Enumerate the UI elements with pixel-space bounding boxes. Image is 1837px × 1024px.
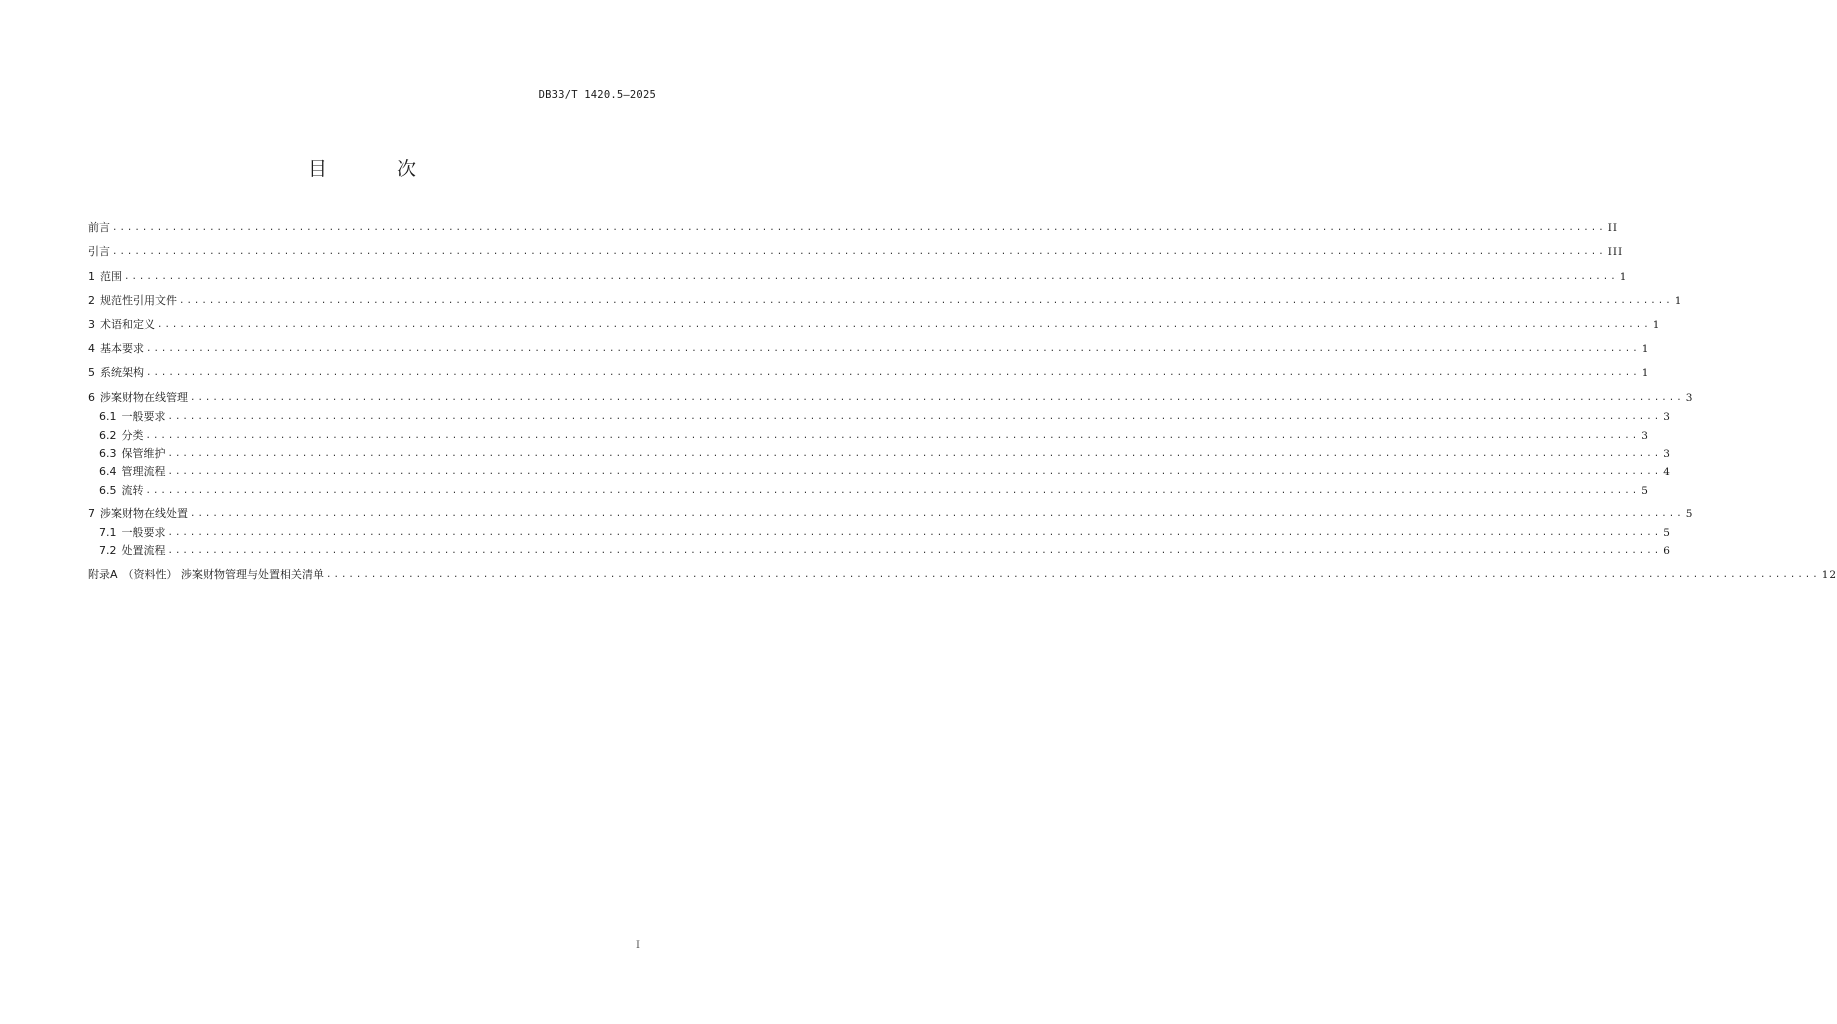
- toc-entry-page: 3: [1663, 411, 1671, 423]
- toc-entry[interactable]: [88, 505, 1694, 523]
- toc-leader-dots: ........................................................................................................................................................................................................: [190, 393, 1684, 403]
- toc-entry[interactable]: [99, 427, 1649, 445]
- toc-leader-dots: ........................................................................................................................................................................................................: [179, 296, 1673, 306]
- toc-leader-dots: ........................................................................................................................................................................................................: [167, 449, 1662, 459]
- toc-leader-dots: ........................................................................................................................................................................................................: [190, 509, 1684, 519]
- toc-entry-text: 基本要求: [100, 342, 144, 355]
- toc-entry-text: 系统架构: [100, 366, 144, 379]
- toc-entry-number: 5: [88, 366, 95, 379]
- toc-entry-page: 1: [1619, 271, 1628, 283]
- toc-leader-dots: ........................................................................................................................................................................................................: [145, 431, 1640, 441]
- toc-entry-label: [88, 243, 112, 261]
- toc-entry-text: 术语和定义: [100, 318, 155, 331]
- toc-leader-dots: ........................................................................................................................................................................................................: [145, 486, 1640, 496]
- toc-leader-dots: ........................................................................................................................................................................................................: [146, 368, 1640, 378]
- toc-leader-dots: ........................................................................................................................................................................................................: [112, 223, 1606, 233]
- toc-entry[interactable]: [99, 463, 1671, 481]
- toc-entry-label: [88, 219, 112, 237]
- toc-entry-number: 7.1: [99, 526, 117, 539]
- toc-entry-text: 范围: [100, 270, 122, 283]
- toc-entry-page: 4: [1663, 466, 1671, 478]
- document-code: DB33/T 1420.5—2025: [538, 89, 656, 101]
- toc-entry-text: 涉案财物在线处置: [100, 507, 188, 520]
- toc-entry-text: 规范性引用文件: [100, 294, 177, 307]
- toc-leader-dots: ........................................................................................................................................................................................................: [167, 467, 1662, 477]
- toc-entry-text: 引言: [88, 245, 110, 258]
- toc-leader-dots: ........................................................................................................................................................................................................: [124, 272, 1618, 282]
- toc-entry-label: [99, 482, 146, 500]
- toc-entry-page: 1: [1641, 367, 1650, 379]
- toc-entry-text: 涉案财物在线管理: [100, 391, 188, 404]
- toc-entry-page: 6: [1663, 545, 1671, 557]
- toc-entry[interactable]: [88, 292, 1683, 310]
- toc-entry[interactable]: [99, 524, 1671, 542]
- toc-entry-number: 6.4: [99, 465, 117, 478]
- toc-entry[interactable]: [88, 243, 1624, 261]
- toc-entry[interactable]: [88, 219, 1618, 237]
- toc-entry-number: 3: [88, 318, 95, 331]
- toc-entry-number: 6.2: [99, 429, 117, 442]
- toc-entry-page: III: [1607, 246, 1624, 258]
- toc-entry-page: 1: [1641, 343, 1650, 355]
- toc-entry-label: [88, 389, 190, 407]
- toc-entry-number: 4: [88, 342, 95, 355]
- toc-entry-number: 6: [88, 391, 95, 404]
- toc-leader-dots: ........................................................................................................................................................................................................: [167, 412, 1662, 422]
- toc-entry-page: 3: [1663, 448, 1671, 460]
- toc-entry-page: 3: [1641, 430, 1649, 442]
- toc-entry-label: [99, 542, 168, 560]
- toc-entry[interactable]: [88, 340, 1650, 358]
- toc-entry-text: 处置流程: [121, 544, 166, 557]
- toc-entry-number: 2: [88, 294, 95, 307]
- toc-entry-text: 流转: [121, 484, 144, 497]
- toc-entry-number: 1: [88, 270, 95, 283]
- toc-entry-label: [99, 463, 168, 481]
- toc-entry-label: [99, 524, 168, 542]
- toc-entry-text: 一般要求: [121, 410, 166, 423]
- toc-entry-page: 5: [1685, 508, 1694, 520]
- toc-entry-number: 6.5: [99, 484, 117, 497]
- toc-entry-label: [88, 364, 146, 382]
- toc-entry[interactable]: [99, 542, 1671, 560]
- toc-leader-dots: ........................................................................................................................................................................................................: [167, 528, 1662, 538]
- toc-entry-page: 1: [1652, 319, 1661, 331]
- toc-entry-label: [88, 340, 146, 358]
- toc-title: 目 次: [307, 158, 449, 180]
- toc-entry[interactable]: [88, 389, 1694, 407]
- toc-entry-page: 12: [1821, 569, 1837, 581]
- toc-leader-dots: ........................................................................................................................................................................................................: [146, 344, 1640, 354]
- toc-entry-page: 5: [1663, 527, 1671, 539]
- toc-entry-number: 6.1: [99, 410, 117, 423]
- toc-entry[interactable]: [99, 445, 1671, 463]
- toc-entry-page: 5: [1641, 485, 1649, 497]
- toc-leader-dots: ........................................................................................................................................................................................................: [112, 247, 1606, 257]
- toc-entry-text: 前言: [88, 221, 110, 234]
- toc-entry-text: （资料性） 涉案财物管理与处置相关清单: [122, 568, 325, 581]
- toc-leader-dots: ........................................................................................................................................................................................................: [167, 546, 1662, 556]
- toc-entry-label: [99, 408, 168, 426]
- toc-leader-dots: ........................................................................................................................................................................................................: [157, 320, 1651, 330]
- toc-entry-label: [88, 292, 179, 310]
- toc-entry-text: 保管维护: [121, 447, 166, 460]
- toc-entry-label: [88, 268, 124, 286]
- toc-entry-label: [88, 505, 190, 523]
- toc-entry-label: [99, 427, 146, 445]
- toc-entry[interactable]: [88, 566, 1837, 584]
- toc-entry-text: 分类: [121, 429, 144, 442]
- page-number: I: [636, 940, 640, 951]
- toc-entry-label: [88, 316, 157, 334]
- toc-entry-page: II: [1607, 222, 1618, 234]
- toc-entry-page: 1: [1674, 295, 1683, 307]
- toc-entry[interactable]: [99, 482, 1649, 500]
- toc-entry-text: 管理流程: [121, 465, 166, 478]
- toc-entry-label: [99, 445, 168, 463]
- toc-entry-text: 一般要求: [121, 526, 166, 539]
- toc-entry[interactable]: [99, 408, 1671, 426]
- toc-entry-number: 7.2: [99, 544, 117, 557]
- toc-entry[interactable]: [88, 316, 1661, 334]
- toc-entry[interactable]: [88, 268, 1628, 286]
- toc-entry-number: 6.3: [99, 447, 117, 460]
- toc-entry-label: [88, 566, 326, 584]
- toc-entry[interactable]: [88, 364, 1650, 382]
- toc-entry-page: 3: [1685, 392, 1694, 404]
- toc-entry-number: 7: [88, 507, 95, 520]
- toc-leader-dots: ........................................................................................................................................................................................................: [326, 570, 1820, 580]
- toc-entry-number: 附录A: [88, 568, 118, 581]
